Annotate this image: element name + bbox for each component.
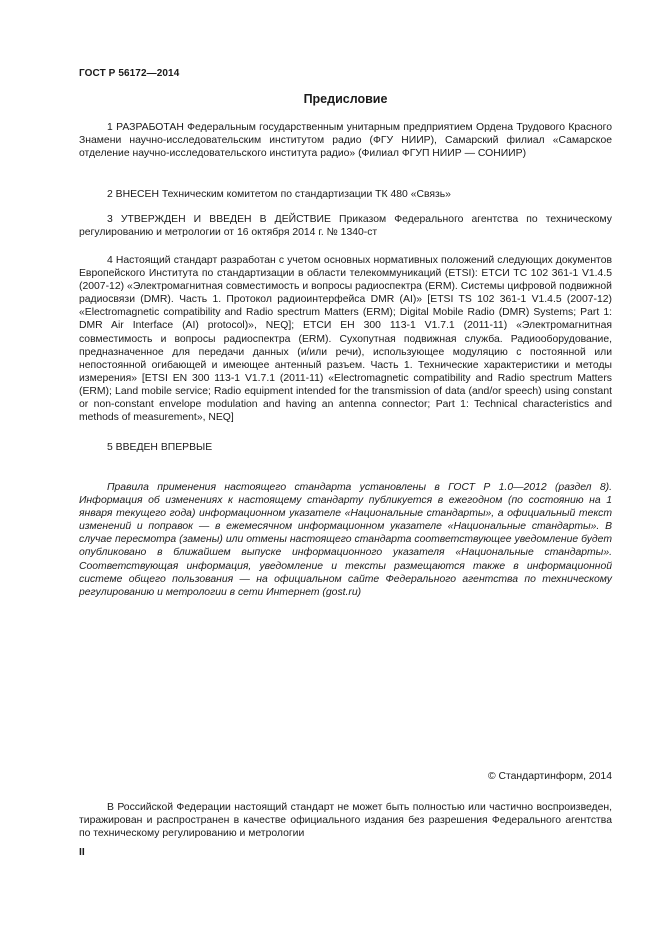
paragraph-application-rules: Правила применения настоящего стандарта установлены в ГОСТ Р 1.0—2012 (раздел 8). Информация об изменениях к настоящему стандарту публикуется в ежегодном (по состоянию на 1 января текущего года) информационном указателе «Национальные стандарты», а официальный текст изменений и поправок — в ежемесячном информационном указателе «Национальные стандарты». В случае пересмотра (замены) или отмены настоящего стандарта соответствующее уведомление будет опубликовано в ближайшем выпуске информационного указателя «Национальные стандарты». Соответствующая информация, уведомление и тексты размещаются также в информационной системе общего пользования — на официальном сайте Федерального агентства по техническому регулированию и метрологии в сети Интернет (gost.ru) bbox=[79, 482, 612, 598]
paragraph-developed-by: 1 РАЗРАБОТАН Федеральным государственным унитарным предприятием Ордена Трудового Красного Знамени научно-исследовательским институтом радио (ФГУ НИИР), Самарский филиал «Самарское отделение научно-исследовательского института радио» (Филиал ФГУП НИИР — СОНИИР) bbox=[79, 122, 612, 160]
copyright-notice: © Стандартинформ, 2014 bbox=[487, 771, 612, 782]
page-title: Предисловие bbox=[303, 92, 388, 106]
paragraph-introduced-first: 5 ВВЕДЕН ВПЕРВЫЕ bbox=[107, 442, 213, 453]
paragraph-approved: 3 УТВЕРЖДЕН И ВВЕДЕН В ДЕЙСТВИЕ Приказом Федерального агентства по техническому регулированию и метрологии от 16 октября 2014 г. № 1340-ст bbox=[79, 214, 612, 239]
page-number: II bbox=[79, 847, 85, 858]
paragraph-based-on-standards: 4 Настоящий стандарт разработан с учетом основных нормативных положений следующих документов Европейского Института по стандартизации в области телекоммуникаций (ETSI): ЕТСИ ТС 102 361-1 V1.4.5 (2007-12) «Электромагнитная совместимость и вопросы радиоспектра (ERM). Системы цифровой подвижной радиосвязи (DMR). Часть 1. Протокол радиоинтерфейса DMR (AI)» [ETSI TS 102 361-1 V1.4.5 (2007-12) «Electromagnetic compatibility and Radio spectrum Matters (ERM); Digital Mobile Radio (DMR) Systems; Part 1: DMR Air Interface (AI) protocol)», NEQ]; ЕТСИ ЕН 300 113-1 V1.7.1 (2011-11) «Электромагнитная совместимость и вопросы радиоспектра (ERM). Сухопутная подвижная служба. Радиооборудование, предназначенное для передачи данных (и/или речи), использующее модуляцию с постоянной или непостоянной огибающей и имеющее антенный разъем. Часть 1. Технические характеристики и методы измерения» [ETSI EN 300 113-1 V1.7.1 (2011-11) «Electromagnetic compatibility and Radio spectrum Matters (ERM); Land mobile service; Radio equipment intended for the transmission of data (and/or speech) using constant or non-constant envelope modulation and having an antenna connector; Part 1: Technical characteristics and methods of measurement», NEQ] bbox=[79, 255, 612, 424]
standard-code-header: ГОСТ Р 56172—2014 bbox=[79, 68, 180, 79]
paragraph-reproduction-notice: В Российской Федерации настоящий стандарт не может быть полностью или частично воспроизведен, тиражирован и распространен в качестве официального издания без разрешения Федерального агентства по техническому регулированию и метрологии bbox=[79, 802, 612, 840]
paragraph-introduced-by: 2 ВНЕСЕН Техническим комитетом по стандартизации ТК 480 «Связь» bbox=[107, 189, 451, 200]
